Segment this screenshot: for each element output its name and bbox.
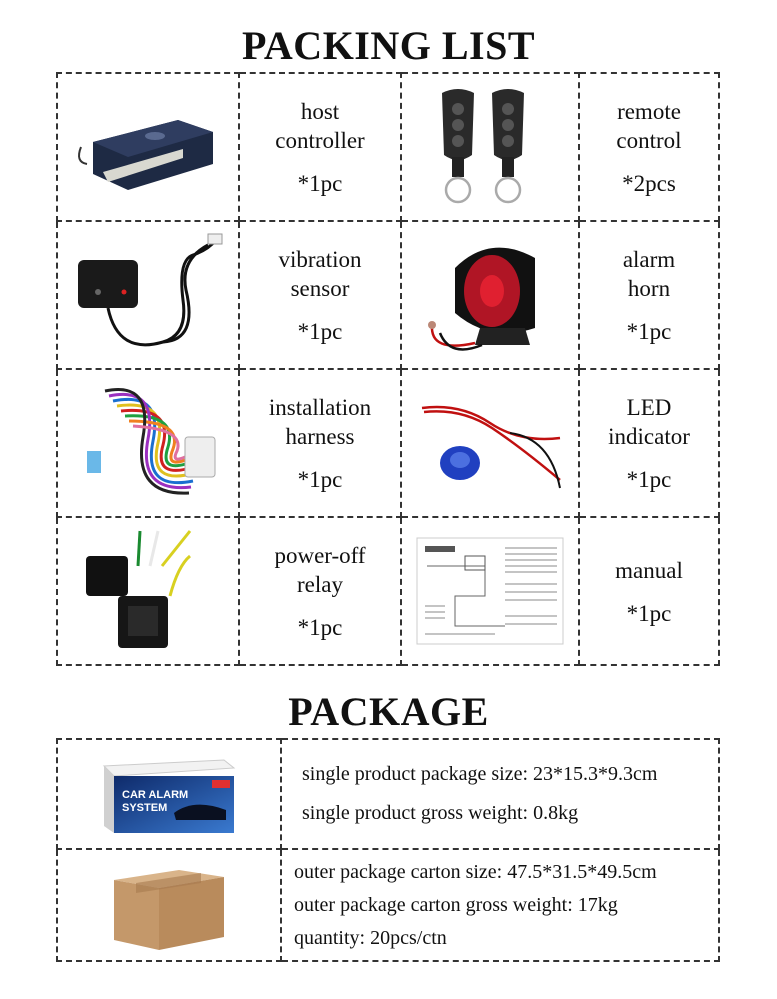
vibration-sensor-image — [57, 221, 239, 369]
item-name: installation — [268, 395, 372, 420]
packing-list-table — [56, 72, 720, 666]
item-qty: *1pc — [626, 600, 672, 626]
alarm-horn-cell — [579, 221, 719, 369]
item-name: control — [616, 128, 682, 153]
power-off-relay-image — [57, 517, 239, 665]
manual-image — [401, 517, 579, 665]
outer-carton-weight: outer package carton gross weight: 17kg — [294, 893, 618, 916]
installation-harness-cell — [239, 369, 401, 517]
vibration-sensor-cell — [239, 221, 401, 369]
item-name: controller — [275, 128, 365, 153]
item-name: harness — [285, 424, 355, 449]
box-label-line2: SYSTEM — [122, 802, 168, 814]
item-qty: *1pc — [626, 319, 672, 344]
carton-image — [57, 849, 281, 961]
item-name: indicator — [608, 424, 690, 449]
alarm-horn-image — [401, 221, 579, 369]
item-name: vibration — [278, 247, 362, 272]
single-package-size: single product package size: 23*15.3*9.3cm — [302, 763, 658, 785]
remote-control-image — [401, 73, 579, 221]
item-qty: *1pc — [297, 467, 343, 492]
manual-cell — [579, 517, 719, 665]
power-off-relay-cell — [239, 517, 401, 665]
item-name: sensor — [290, 276, 350, 301]
item-qty: *1pc — [626, 467, 672, 492]
item-name: horn — [627, 276, 671, 301]
carton-quantity: quantity: 20pcs/ctn — [294, 926, 447, 949]
item-name: LED — [626, 395, 672, 420]
led-indicator-image — [401, 369, 579, 517]
item-name: manual — [615, 557, 683, 583]
remote-control-cell — [579, 73, 719, 221]
item-qty: *1pc — [297, 615, 343, 640]
single-package-info — [281, 739, 719, 849]
item-qty: *1pc — [297, 171, 343, 196]
item-qty: *1pc — [297, 319, 343, 344]
led-indicator-cell — [579, 369, 719, 517]
installation-harness-image — [57, 369, 239, 517]
package-title: PACKAGE — [288, 689, 489, 734]
item-name: alarm — [622, 247, 676, 272]
single-box-image — [57, 739, 281, 849]
item-name: relay — [297, 572, 343, 597]
item-name: host — [300, 99, 340, 124]
packing-list-title: PACKING LIST — [241, 23, 536, 68]
host-controller-image — [57, 73, 239, 221]
single-package-weight: single product gross weight: 0.8kg — [302, 802, 579, 824]
outer-package-info — [281, 849, 719, 961]
item-qty: *2pcs — [622, 171, 676, 196]
item-name: power-off — [274, 543, 366, 568]
item-name: remote — [617, 99, 681, 124]
box-label-line1: CAR ALARM — [122, 789, 189, 801]
package-table — [56, 738, 720, 962]
host-controller-cell — [239, 73, 401, 221]
outer-carton-size: outer package carton size: 47.5*31.5*49.5cm — [294, 860, 657, 883]
